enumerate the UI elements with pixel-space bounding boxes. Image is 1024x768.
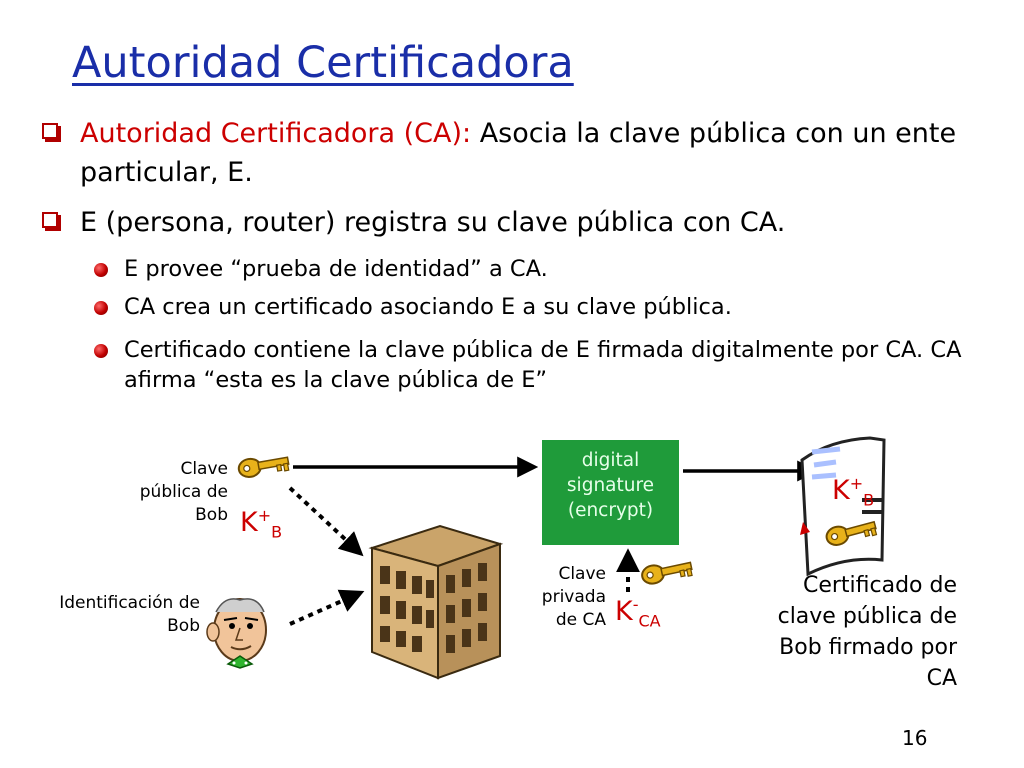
kca-minus-label: $K^-_{CA}$ bbox=[615, 595, 661, 631]
bob-public-key-icon bbox=[237, 452, 289, 478]
kb-plus-label: $K^+_B$ bbox=[240, 506, 283, 542]
subbullet-1-text: E provee “prueba de identidad” a CA. bbox=[124, 256, 548, 282]
dotted-arrow-id-to-ca bbox=[290, 593, 360, 624]
ca-private-key-icon bbox=[640, 558, 693, 586]
bullet-1-text: Asocia la clave pública con un ente particular, E. bbox=[80, 118, 957, 188]
dotted-arrow-key-to-ca bbox=[290, 488, 360, 553]
slide-title: Autoridad Certificadora bbox=[72, 38, 574, 88]
bob-id-label: Identificación de Bob bbox=[59, 593, 200, 636]
bob-face-icon bbox=[207, 599, 266, 668]
bullet-1-lead: Autoridad Certificadora (CA): bbox=[80, 118, 480, 149]
subbullet-3-text: Certificado contiene la clave pública de E firmada digitalmente por CA. CA afirma “esta es la clave pública de E” bbox=[124, 337, 962, 393]
ca-building-icon bbox=[372, 526, 500, 678]
certificate-kb-label: $K^+_B$ bbox=[832, 474, 875, 510]
page-number: 16 bbox=[902, 726, 928, 750]
subbullet-2-text: CA crea un certificado asociando E a su clave pública. bbox=[124, 294, 732, 320]
ca-private-key-label: Clave privada de CA bbox=[541, 564, 606, 630]
bob-public-key-label: Clave pública de Bob bbox=[139, 459, 228, 525]
certificate-caption: Certificado de clave pública de Bob firmado por CA bbox=[777, 573, 957, 691]
bullet-2-text: E (persona, router) registra su clave pública con CA. bbox=[80, 207, 786, 238]
digital-signature-box: digital signature (encrypt) bbox=[542, 440, 679, 545]
